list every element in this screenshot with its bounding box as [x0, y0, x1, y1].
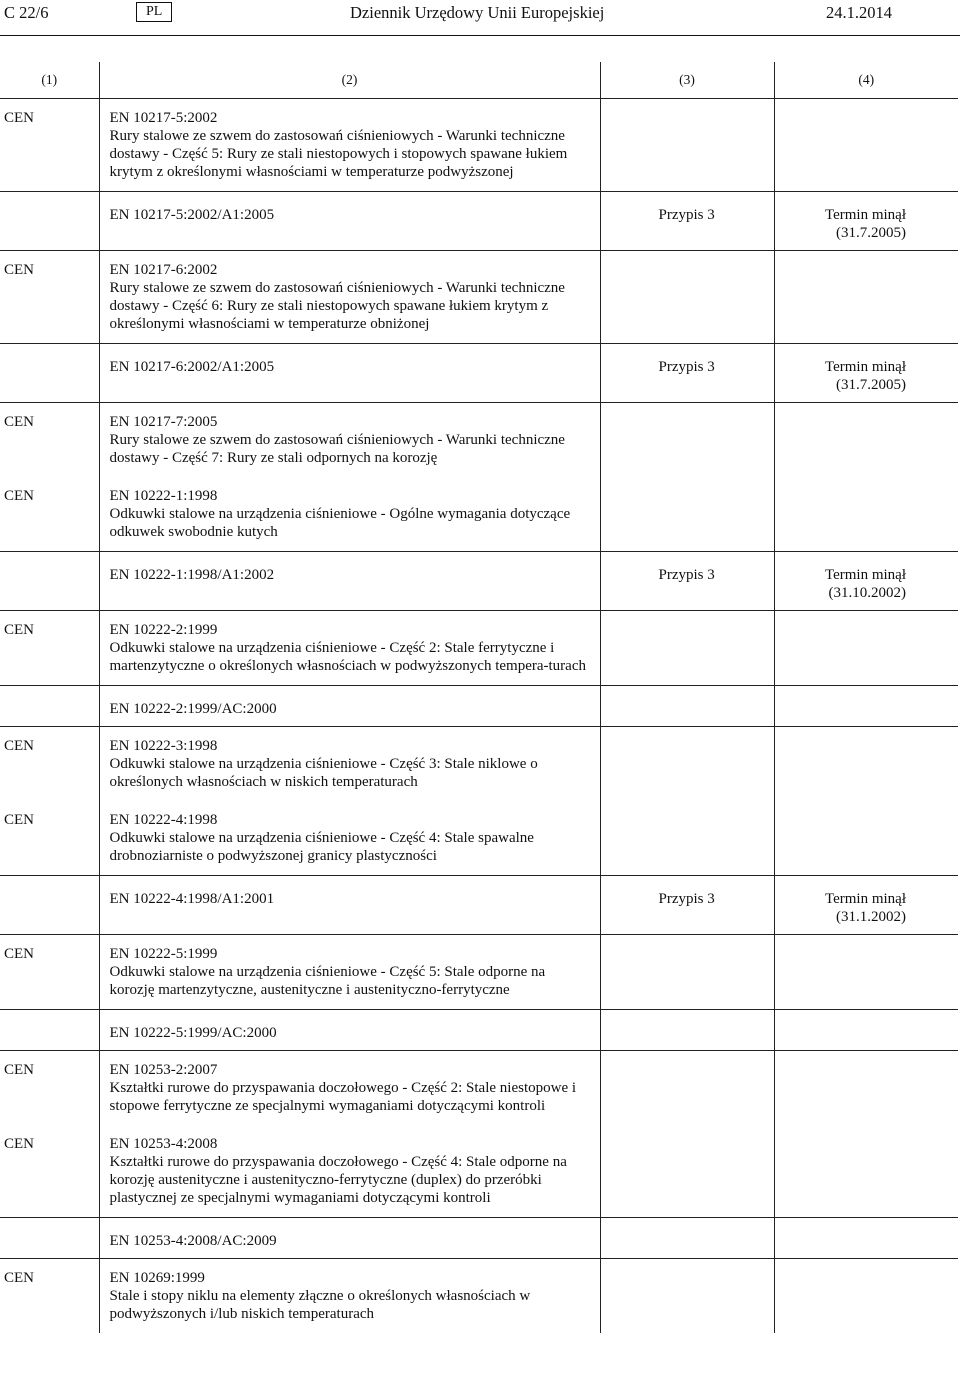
standard-code: EN 10253-2:2007 — [109, 1062, 218, 1078]
cessation-date-cell — [774, 403, 958, 478]
organisation: CEN — [4, 738, 34, 754]
standard-cell — [99, 251, 600, 344]
deadline-cell — [774, 192, 958, 251]
standard-code: EN 10222-5:1999 — [109, 946, 218, 962]
deadline-status: Termin minął — [824, 891, 906, 907]
organisation: CEN — [4, 1270, 34, 1286]
standard-cell — [99, 935, 600, 1010]
organisation: CEN — [4, 110, 34, 126]
standard-title: Rury stalowe ze szwem do zastosowań ciśnieniowych - Warunki techniczne dostawy - Część 5: Rury ze stali niestopowych i stopowych spawane łukiem krytym z określonymi własnościami w temperaturze podwyższonej — [109, 128, 568, 180]
organisation: CEN — [4, 812, 34, 828]
amendment-code: EN 10217-5:2002/A1:2005 — [109, 207, 275, 223]
organisation-cell — [0, 1218, 99, 1259]
cessation-date-cell — [774, 251, 958, 344]
standard-title: Odkuwki stalowe na urządzenia ciśnieniowe - Część 5: Stale odporne na korozję martenzytyczne, austenityczne i austenityczno-ferrytyczne — [109, 964, 546, 998]
organisation-cell — [0, 552, 99, 611]
organisation-cell — [0, 403, 99, 478]
journal-title: Dziennik Urzędowy Unii Europejskiej — [350, 3, 605, 22]
organisation-cell — [0, 1010, 99, 1051]
deadline-status: Termin minął — [824, 359, 906, 375]
amendment-row — [0, 1218, 958, 1259]
cessation-date-cell — [774, 1259, 958, 1334]
cessation-date-cell — [774, 477, 958, 552]
superseded-standard-cell — [600, 1125, 774, 1218]
standard-cell — [99, 99, 600, 192]
cessation-date-cell — [774, 727, 958, 802]
organisation-cell — [0, 1051, 99, 1126]
organisation-cell — [0, 99, 99, 192]
amendment-code: EN 10222-4:1998/A1:2001 — [109, 891, 275, 907]
note-cell — [600, 1218, 774, 1259]
cessation-date-cell — [774, 99, 958, 192]
standard-code: EN 10222-3:1998 — [109, 738, 218, 754]
standard-title: Stale i stopy niklu na elementy złączne o określonych własnościach w podwyższonych i/lub niskich temperaturach — [109, 1288, 531, 1322]
standard-code: EN 10222-1:1998 — [109, 488, 218, 504]
organisation-cell — [0, 1125, 99, 1218]
amendment-row — [0, 552, 958, 611]
standard-title: Odkuwki stalowe na urządzenia ciśnieniowe - Część 3: Stale niklowe o określonych własnościach w niskich temperaturach — [109, 756, 538, 790]
superseded-standard-cell — [600, 251, 774, 344]
organisation: CEN — [4, 262, 34, 278]
footnote-reference: Przypis 3 — [658, 891, 715, 907]
amendment-code: EN 10217-6:2002/A1:2005 — [109, 359, 275, 375]
superseded-standard-cell — [600, 477, 774, 552]
organisation: CEN — [4, 414, 34, 430]
amendment-row — [0, 876, 958, 935]
organisation-cell — [0, 801, 99, 876]
deadline-cell — [774, 344, 958, 403]
amendment-code: EN 10222-1:1998/A1:2002 — [109, 567, 275, 583]
standard-code: EN 10217-6:2002 — [109, 262, 218, 278]
amendment-row — [0, 192, 958, 251]
organisation-cell — [0, 876, 99, 935]
standard-code: EN 10253-4:2008 — [109, 1136, 218, 1152]
note-cell — [600, 686, 774, 727]
page-header — [0, 0, 960, 28]
footnote-reference: Przypis 3 — [658, 359, 715, 375]
cessation-date-cell — [774, 611, 958, 686]
standard-code: EN 10217-5:2002 — [109, 110, 218, 126]
note-cell — [600, 192, 774, 251]
standard-row — [0, 403, 958, 478]
organisation-cell — [0, 727, 99, 802]
standard-title: Rury stalowe ze szwem do zastosowań ciśnieniowych - Warunki techniczne dostawy - Część 6: Rury ze stali niestopowych spawane łukiem krytym z określonymi własnościami w temperaturze obniżonej — [109, 280, 565, 332]
standard-title: Odkuwki stalowe na urządzenia ciśnieniowe - Ogólne wymagania dotyczące odkuwek swobodnie kutych — [109, 506, 571, 540]
page-reference: C 22/6 — [4, 3, 49, 22]
amendment-row — [0, 1010, 958, 1051]
amendment-row — [0, 344, 958, 403]
standard-title: Kształtki rurowe do przyspawania doczołowego - Część 2: Stale niestopowe i stopowe ferrytyczne ze specjalnymi wymaganiami dotyczącymi kontroli — [109, 1080, 577, 1114]
standard-cell — [99, 611, 600, 686]
superseded-standard-cell — [600, 727, 774, 802]
column-header: (2) — [99, 62, 600, 99]
organisation-cell — [0, 344, 99, 403]
organisation: CEN — [4, 1136, 34, 1152]
organisation-cell — [0, 935, 99, 1010]
amendment-cell — [99, 1218, 600, 1259]
organisation-cell — [0, 251, 99, 344]
standard-row — [0, 251, 958, 344]
note-cell — [600, 1010, 774, 1051]
organisation: CEN — [4, 946, 34, 962]
deadline-cell — [774, 686, 958, 727]
deadline-date: (31.10.2002) — [828, 585, 906, 601]
standards-table — [0, 62, 958, 1333]
cessation-date-cell — [774, 935, 958, 1010]
note-cell — [600, 344, 774, 403]
amendment-cell — [99, 1010, 600, 1051]
footnote-reference: Przypis 3 — [658, 207, 715, 223]
standard-row — [0, 727, 958, 802]
column-header-row — [0, 62, 958, 99]
superseded-standard-cell — [600, 611, 774, 686]
column-header: (1) — [0, 62, 99, 99]
superseded-standard-cell — [600, 99, 774, 192]
standard-title: Odkuwki stalowe na urządzenia ciśnieniowe - Część 2: Stale ferrytyczne i martenzytyczne o określonych własnościach w podwyższonych tempera-turach — [109, 640, 586, 674]
cessation-date-cell — [774, 1051, 958, 1126]
cessation-date-cell — [774, 801, 958, 876]
organisation: CEN — [4, 488, 34, 504]
organisation-cell — [0, 192, 99, 251]
standard-row — [0, 935, 958, 1010]
organisation-cell — [0, 1259, 99, 1334]
superseded-standard-cell — [600, 1259, 774, 1334]
deadline-cell — [774, 1010, 958, 1051]
amendment-cell — [99, 552, 600, 611]
deadline-status: Termin minął — [824, 207, 906, 223]
standard-title: Odkuwki stalowe na urządzenia ciśnieniowe - Część 4: Stale spawalne drobnoziarniste o podwyższonej granicy plastyczności — [109, 830, 534, 864]
standard-row — [0, 1125, 958, 1218]
amendment-cell — [99, 686, 600, 727]
publication-date: 24.1.2014 — [826, 3, 892, 22]
organisation: CEN — [4, 1062, 34, 1078]
amendment-cell — [99, 192, 600, 251]
footnote-reference: Przypis 3 — [658, 567, 715, 583]
standard-row — [0, 801, 958, 876]
standards-table-body — [0, 62, 958, 1333]
column-header: (3) — [600, 62, 774, 99]
deadline-status: Termin minął — [824, 567, 906, 583]
deadline-cell — [774, 1218, 958, 1259]
column-header: (4) — [858, 72, 875, 87]
standard-code: EN 10269:1999 — [109, 1270, 205, 1286]
standard-cell — [99, 403, 600, 478]
standard-cell — [99, 801, 600, 876]
standard-code: EN 10222-4:1998 — [109, 812, 218, 828]
standard-code: EN 10217-7:2005 — [109, 414, 218, 430]
deadline-date: (31.7.2005) — [836, 225, 906, 241]
amendment-code: EN 10222-2:1999/AC:2000 — [109, 701, 277, 717]
standard-row — [0, 611, 958, 686]
organisation-cell — [0, 477, 99, 552]
deadline-cell — [774, 552, 958, 611]
deadline-date: (31.1.2002) — [836, 909, 906, 925]
deadline-date: (31.7.2005) — [836, 377, 906, 393]
organisation-cell — [0, 611, 99, 686]
note-cell — [600, 876, 774, 935]
standard-row — [0, 1051, 958, 1126]
standard-title: Rury stalowe ze szwem do zastosowań ciśnieniowych - Warunki techniczne dostawy - Część 7: Rury ze stali odpornych na korozję — [109, 432, 565, 466]
superseded-standard-cell — [600, 935, 774, 1010]
standard-cell — [99, 727, 600, 802]
amendment-code: EN 10222-5:1999/AC:2000 — [109, 1025, 277, 1041]
standard-row — [0, 99, 958, 192]
standard-code: EN 10222-2:1999 — [109, 622, 218, 638]
amendment-row — [0, 686, 958, 727]
amendment-cell — [99, 876, 600, 935]
standard-cell — [99, 1259, 600, 1334]
amendment-code: EN 10253-4:2008/AC:2009 — [109, 1233, 277, 1249]
standard-cell — [99, 477, 600, 552]
standard-row — [0, 1259, 958, 1334]
language-badge: PL — [136, 2, 172, 22]
header-divider — [0, 35, 960, 36]
organisation-cell — [0, 686, 99, 727]
superseded-standard-cell — [600, 403, 774, 478]
standard-row — [0, 477, 958, 552]
standard-cell — [99, 1051, 600, 1126]
superseded-standard-cell — [600, 1051, 774, 1126]
standard-title: Kształtki rurowe do przyspawania doczołowego - Część 4: Stale odporne na korozję austenityczne i austenityczno-ferrytyczne (duplex) do przeróbki plastycznej ze specjalnymi wymaganiami dotyczącymi kontroli — [109, 1154, 567, 1206]
note-cell — [600, 552, 774, 611]
organisation: CEN — [4, 622, 34, 638]
deadline-cell — [774, 876, 958, 935]
cessation-date-cell — [774, 1125, 958, 1218]
standard-cell — [99, 1125, 600, 1218]
superseded-standard-cell — [600, 801, 774, 876]
amendment-cell — [99, 344, 600, 403]
